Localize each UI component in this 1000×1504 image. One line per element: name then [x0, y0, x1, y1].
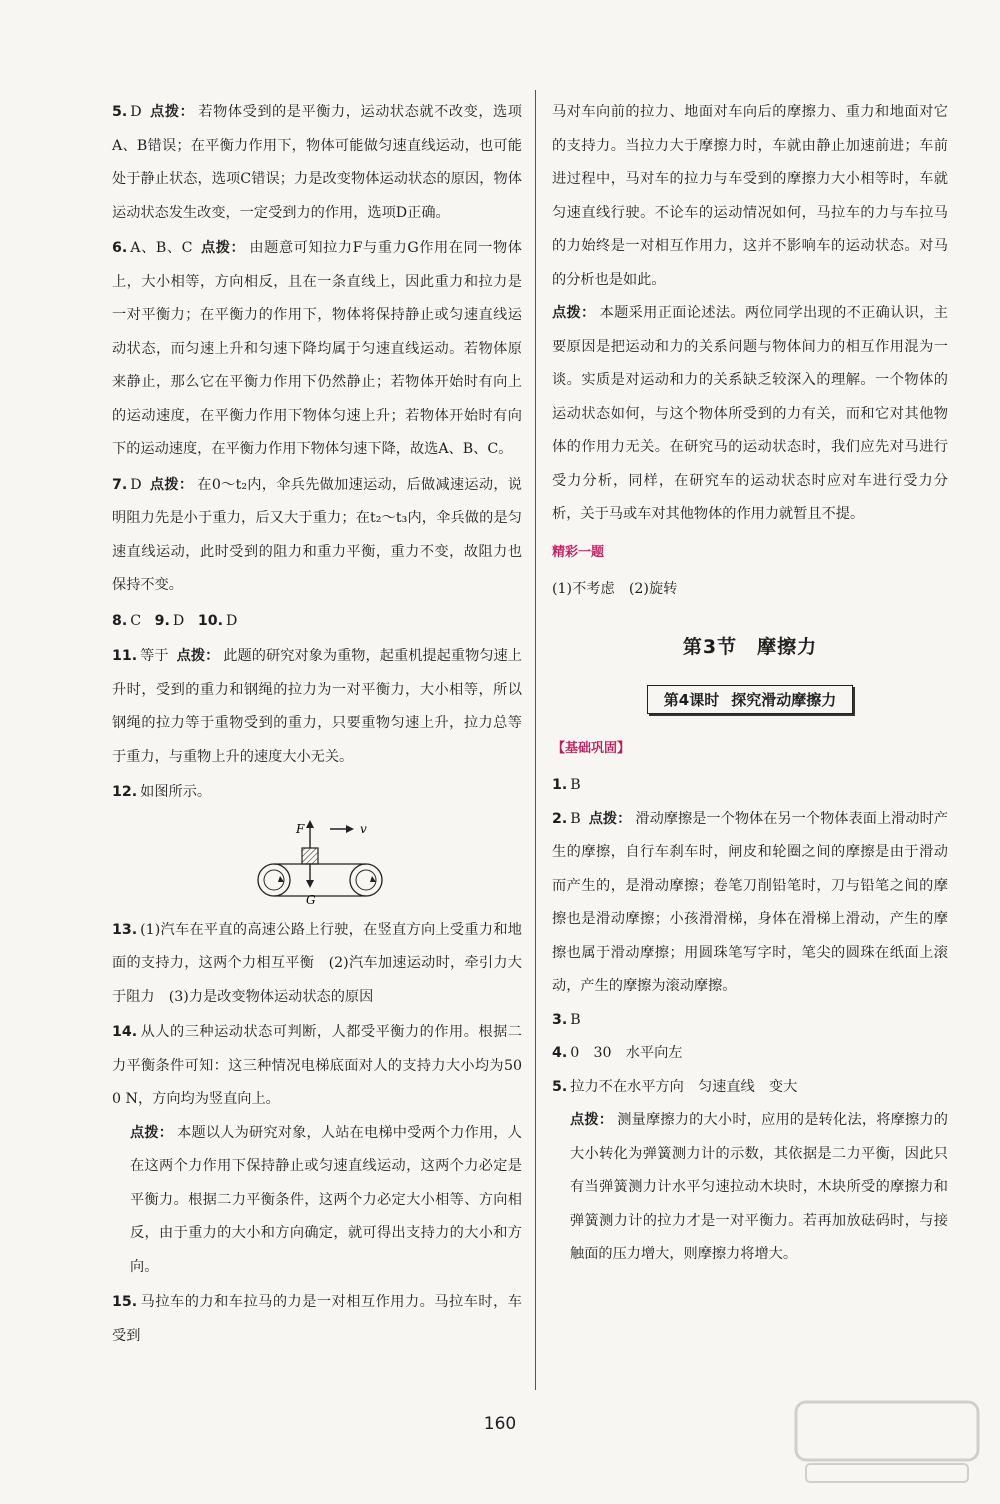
r-answer-5-hint: 点拨： 测量摩擦力的大小时，应用的是转化法，将摩擦力的大小转化为弹簧测力计的示数，其依据是二力平衡，因此只有当弹簧测力计水平匀速拉动木块时，木块所受的摩擦力和弹簧测力计的拉力才是一对平衡力。若再加放砝码时，与接触面的压力增大，则摩擦力将增大。: [570, 1112, 948, 1262]
r-answer-2: 2. B 点拨： 滑动摩擦是一个物体在另一个物体表面上滑动时产生的摩擦，自行车刹车时，闸皮和轮圈之间的摩擦是由于滑动而产生的，是滑动摩擦；卷笔刀削铅笔时，刀与铅笔之间的摩擦也是滑动摩擦；小孩滑滑梯，身体在滑梯上滑动，产生的摩擦也属于滑动摩擦；用圆珠笔写字时，笔尖的圆珠在纸面上滚动，产生的摩擦为滚动摩擦。: [552, 810, 948, 994]
answer-5: 5. D 点拨： 若物体受到的是平衡力，运动状态就不改变，选项A、B错误；在平衡力作用下，物体可能做匀速直线运动，也可能处于静止状态，选项C错误；力是改变物体运动状态的原因，物体运动状态发生改变，一定受到力的作用，选项D正确。: [112, 104, 522, 221]
r-answer-4: 4. 0 30 水平向左: [552, 1045, 683, 1061]
basic-label: 【基础巩固】: [552, 741, 631, 756]
answer-11: 11. 等于 点拨： 此题的研究对象为重物，起重机提起重物匀速上升时，受到的重力和钢绳的拉力为一对平衡力，大小相等，所以钢绳的拉力等于重物受到的重力，只要重物匀速上升，拉力总等于重力，与重物上升的速度大小无关。: [112, 648, 522, 765]
r-answer-1: 1. B: [552, 777, 581, 793]
left-column: [112, 96, 522, 1353]
page-number: 160: [483, 1414, 517, 1434]
r-answer-5: 5. 拉力不在水平方向 匀速直线 变大: [552, 1078, 798, 1095]
force-diagram: [252, 816, 392, 908]
highlight-answer: (1)不考虑 (2)旋转: [552, 580, 678, 597]
lesson-title: 第4课时 探究滑动摩擦力: [647, 685, 853, 714]
answer-14-hint: 点拨： 本题以人为研究对象，人站在电梯中受两个力作用，人在这两个力作用下保持静止或匀速直线运动，这两个力必定是平衡力。根据二力平衡条件，这两个力必定大小相等、方向相反，由于重力的大小和方向确定，就可得出支持力的大小和方向。: [130, 1124, 522, 1275]
answer-7: 7. D 点拨： 在0～t₂内，伞兵先做加速运动，后做减速运动，说明阻力先是小于重力，后又大于重力；在t₂～t₃内，伞兵做的是匀速直线运动，此时受到的阻力和重力平衡，重力不变，故阻力也保持不变。: [112, 476, 522, 593]
force-f-label: F: [296, 821, 305, 836]
velocity-label: v: [360, 821, 367, 836]
column-divider: [535, 90, 536, 1390]
answer-12: 12. 如图所示。: [112, 784, 212, 800]
answer-8-10: 8. C 9. D 10. D: [112, 612, 238, 629]
watermark-logo: [792, 1398, 982, 1488]
answer-15-hint: 点拨： 本题采用正面论述法。两位同学出现的不正确认识，主要原因是把运动和力的关系问题与物体间力的相互作用混为一谈。实质是对运动和力的关系缺乏较深入的理解。一个物体的运动状态如何，与这个物体所受到的力有关，而和它对其他物体的作用力无关。在研究马的运动状态时，我们应先对马进行受力分析，同样，在研究车的运动状态时应对车进行受力分析，关于马或车对其他物体的作用力就暂且不提。: [552, 305, 948, 522]
answer-15-continued: 马对车向前的拉力、地面对车向后的摩擦力、重力和地面对它的支持力。当拉力大于摩擦力时，车就由静止加速前进；车前进过程中，马对车的拉力与车受到的摩擦力大小相等时，车就匀速直线行驶。不论车的运动情况如何，马拉车的力与车拉马的力始终是一对相互作用力，这并不影响车的运动状态。对马的分析也是如此。: [552, 104, 948, 288]
right-column: [552, 96, 948, 1272]
answer-15: 15. 马拉车的力和车拉马的力是一对相互作用力。马拉车时，车受到: [112, 1294, 522, 1344]
highlight-label: 精彩一题: [552, 544, 605, 560]
section-title: 第3节 摩擦力: [682, 636, 818, 658]
gravity-label: G: [306, 892, 316, 907]
right-pulley: [350, 864, 382, 896]
answer-14: 14. 从人的三种运动状态可判断，人都受平衡力的作用。根据二力平衡条件可知：这三种情况电梯底面对人的支持力大小均为500 N，方向均为竖直向上。: [112, 1024, 522, 1107]
answer-6: 6. A、B、C 点拨： 由题意可知拉力F与重力G作用在同一物体上，大小相等，方向相反，且在一条直线上，因此重力和拉力是一对平衡力；在平衡力的作用下，物体将保持静止或匀速直线运动状态，而匀速上升和匀速下降均属于匀速直线运动。若物体原来静止，那么它在平衡力作用下仍然静止；若物体开始时有向上的运动速度，在平衡力作用下物体匀速上升；若物体开始时有向下的运动速度，在平衡力作用下物体匀速下降，故选A、B、C。: [112, 240, 522, 457]
r-answer-3: 3. B: [552, 1011, 581, 1028]
answer-13: 13. (1)汽车在平直的高速公路上行驶，在竖直方向上受重力和地面的支持力，这两个力相互平衡 (2)汽车加速运动时，牵引力大于阻力 (3)力是改变物体运动状态的原因: [112, 921, 522, 1005]
left-pulley: [258, 864, 290, 896]
block: [302, 848, 318, 864]
